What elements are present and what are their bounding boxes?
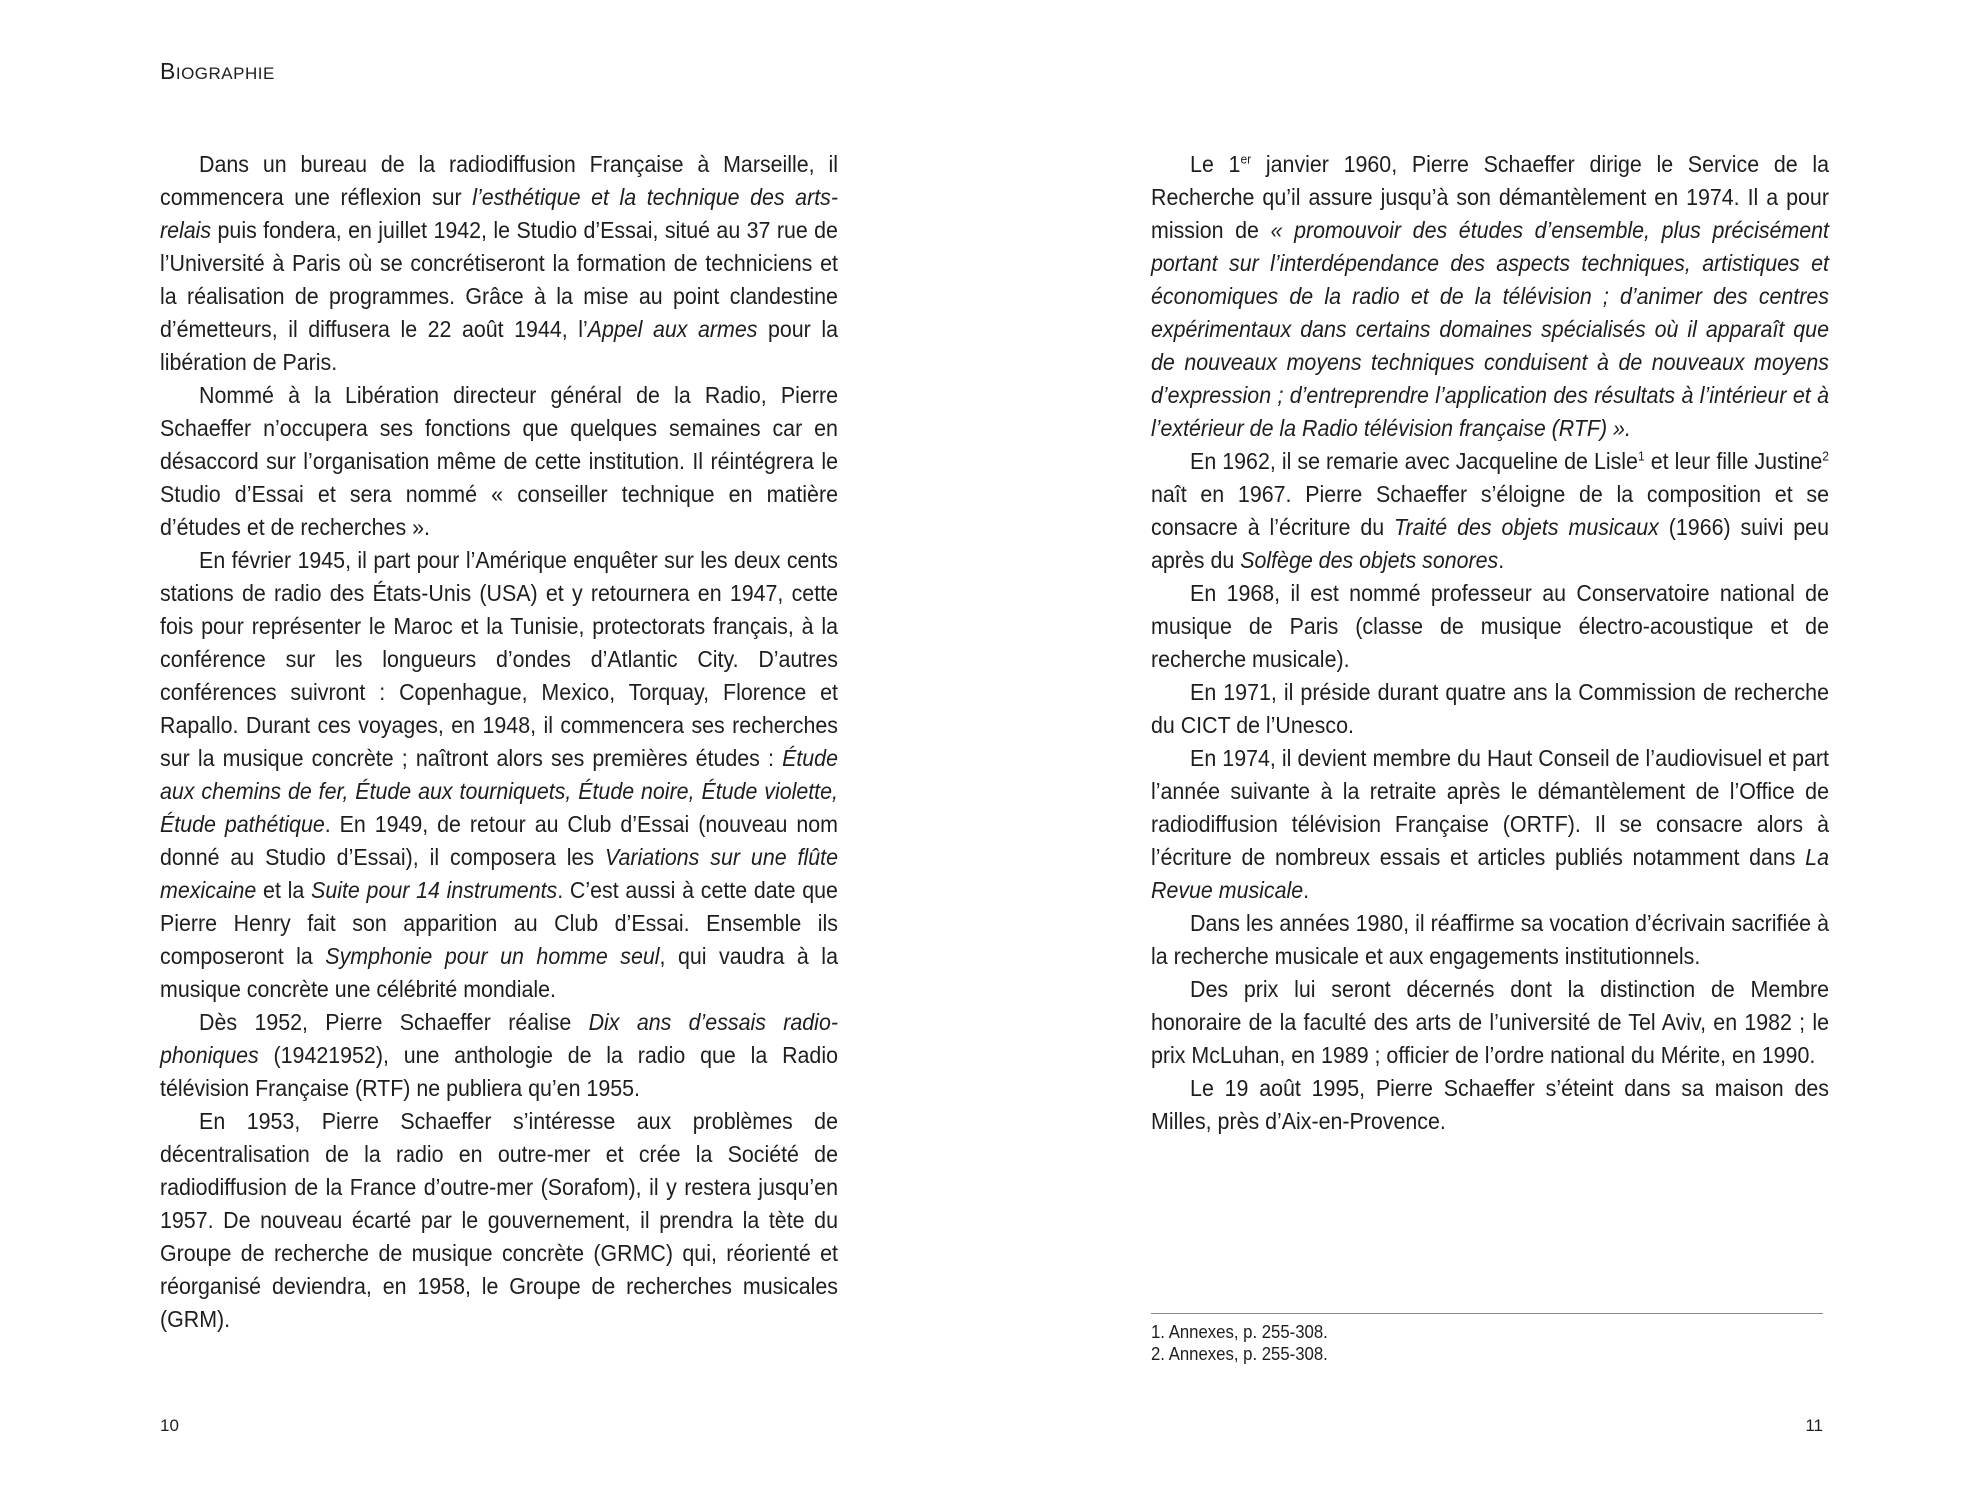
italic-text: Appel aux armes [587, 316, 758, 342]
paragraph [1151, 1072, 1829, 1138]
paragraph [160, 148, 838, 379]
italic-text: Symphonie pour un homme seul [325, 943, 660, 969]
footnote-divider [1151, 1313, 1823, 1314]
text-run: En 1962, il se remarie avec Jacqueline de Lisle [1190, 448, 1638, 474]
running-head-initial: B [160, 58, 176, 84]
right-body-text [1151, 148, 1829, 1138]
text-run: puis fondera, en juillet 1942, le Studio d’Essai, situé au 37 rue de l’Université à Paris où se concrétiseront la formation de techniciens et la réalisation de programmes. Grâce à la mise au point clandestine d’émetteurs, il diffusera le 22 août 1944, l’ [160, 217, 838, 342]
superscript: 1 [1637, 448, 1645, 464]
text-run: pour la libération de Paris. [160, 316, 838, 375]
text-run: Le 19 août 1995, Pierre Schaeffer s’éteint dans sa maison des Milles, près d’Aix-en-Provence. [1151, 1075, 1829, 1134]
text-run: Nommé à la Libération directeur général de la Radio, Pierre Schaeffer n’occupera ses fonctions que quelques semaines car en désaccord sur l’organisation même de cette institution. Il réintégrera le Studio d’Essai et sera nommé « conseiller technique en matière d’études et de recherches ». [160, 382, 838, 540]
text-run: naît en 1967. Pierre Schaeffer s’éloigne de la composition et se consacre à l’écriture du [1151, 481, 1829, 540]
running-head-rest: IOGRAPHIE [175, 64, 275, 83]
paragraph [160, 1006, 838, 1105]
paragraph [1151, 907, 1829, 973]
paragraph [160, 544, 838, 1006]
italic-text: l’esthétique et la technique des arts-relais [160, 184, 838, 243]
text-run: Des prix lui seront décernés dont la distinction de Membre honoraire de la faculté des arts de l’université de Tel Aviv, en 1982 ; le prix McLuhan, en 1989 ; officier de l’ordre national du Mérite, en 1990. [1151, 976, 1829, 1068]
text-run: Dès 1952, Pierre Schaeffer réalise [199, 1009, 589, 1035]
text-run: Dans un bureau de la radiodiffusion Française à Marseille, il commencera une réflexion sur [160, 151, 838, 210]
text-run: , qui vaudra à la musique concrète une célébrité mondiale. [160, 943, 838, 1002]
page-number-left: 10 [160, 1416, 179, 1435]
italic-text: La Revue musicale [1151, 844, 1829, 903]
text-run: En février 1945, il part pour l’Amérique enquêter sur les deux cents stations de radio des États-Unis (USA) et y retournera en 1947, cette fois pour représenter le Maroc et la Tunisie, protectorats français, à la conférence sur les longueurs d’ondes d’Atlantic City. D’autres conférences suivront : Copenhague, Mexico, Torquay, Florence et Rapallo. Durant ces voyages, en 1948, il commencera ses recherches sur la musique concrète ; naîtront alors ses premières études : [160, 547, 838, 771]
text-run: et leur fille Justine [1644, 448, 1823, 474]
text-run: et la [256, 877, 312, 903]
italic-text: Suite pour 14 instruments [311, 877, 558, 903]
paragraph [1151, 742, 1829, 907]
superscript: 2 [1822, 448, 1829, 464]
paragraph [1151, 445, 1829, 577]
text-run: En 1974, il devient membre du Haut Conseil de l’audiovisuel et part l’année suivante à la retraite après le démantèlement de l’Office de radiodiffusion télévision Française (ORTF). Il se consacre alors à l’écriture de nombreux essais et articles publiés notamment dans [1151, 745, 1829, 870]
text-run: . C’est aussi à cette date que Pierre Henry fait son apparition au Club d’Essai. Ensemble ils composeront la [160, 877, 838, 969]
italic-text: « promouvoir des études d’ensemble, plus précisément portant sur l’interdépendance des aspects techniques, artistiques et économiques de la radio et de la télévision ; d’animer des centres expérimentaux dans certains domaines spécialisés où il apparaît que de nouveaux moyens techniques conduisent à de nouveaux moyens d’expression ; d’entreprendre l’application des résultats à l’intérieur et à l’extérieur de la Radio télévision française (RTF) ». [1151, 217, 1829, 441]
left-body-text [160, 148, 838, 1336]
right-page [984, 0, 1968, 1496]
footnotes [1151, 1321, 1328, 1365]
paragraph [1151, 676, 1829, 742]
text-run: . [1498, 547, 1505, 573]
italic-text: Étude aux chemins de fer, Étude aux tourniquets, Étude noire, Étude violette, Étude pathétique [160, 745, 838, 837]
paragraph [160, 379, 838, 544]
superscript: er [1240, 151, 1252, 167]
running-head [160, 58, 275, 85]
page-number-right: 11 [1805, 1416, 1823, 1435]
text-run: (19421952), une anthologie de la radio que la Radio télévision Française (RTF) ne publiera qu’en 1955. [160, 1042, 838, 1101]
italic-text: Variations sur une flûte mexicaine [160, 844, 838, 903]
footnote-1: 1. Annexes, p. 255-308. [1151, 1322, 1328, 1342]
text-run: En 1968, il est nommé professeur au Conservatoire national de musique de Paris (classe de musique électro-acoustique et de recherche musicale). [1151, 580, 1829, 672]
paragraph [1151, 148, 1829, 445]
text-run: . En 1949, de retour au Club d’Essai (nouveau nom donné au Studio d’Essai), il composera les [160, 811, 838, 870]
italic-text: Dix ans d’essais radiophoniques [160, 1009, 838, 1068]
paragraph [1151, 973, 1829, 1072]
text-run: Dans les années 1980, il réaffirme sa vocation d’écrivain sacrifiée à la recherche musicale et aux engagements institutionnels. [1151, 910, 1829, 969]
italic-text: Solfège des objets sonores [1240, 547, 1499, 573]
text-run: (1966) suivi peu après du [1151, 514, 1829, 573]
footnote-2: 2. Annexes, p. 255-308. [1151, 1344, 1328, 1364]
paragraph [160, 1105, 838, 1336]
text-run: . [1303, 877, 1310, 903]
paragraph [1151, 577, 1829, 676]
italic-text: Traité des objets musicaux [1394, 514, 1659, 540]
text-run: Le 1 [1190, 151, 1241, 177]
text-run: janvier 1960, Pierre Schaeffer dirige le Service de la Recherche qu’il assure jusqu’à son démantèlement en 1974. Il a pour mission de [1151, 151, 1829, 243]
text-run: En 1971, il préside durant quatre ans la Commission de recherche du CICT de l’Unesco. [1151, 679, 1829, 738]
text-run: En 1953, Pierre Schaeffer s’intéresse aux problèmes de décentralisation de la radio en outre-mer et crée la Société de radiodiffusion de la France d’outre-mer (Sorafom), il y restera jusqu’en 1957. De nouveau écarté par le gouvernement, il prendra la tète du Groupe de recherche de musique concrète (GRMC) qui, réorienté et réorganisé deviendra, en 1958, le Groupe de recherches musicales (GRM). [160, 1108, 838, 1332]
